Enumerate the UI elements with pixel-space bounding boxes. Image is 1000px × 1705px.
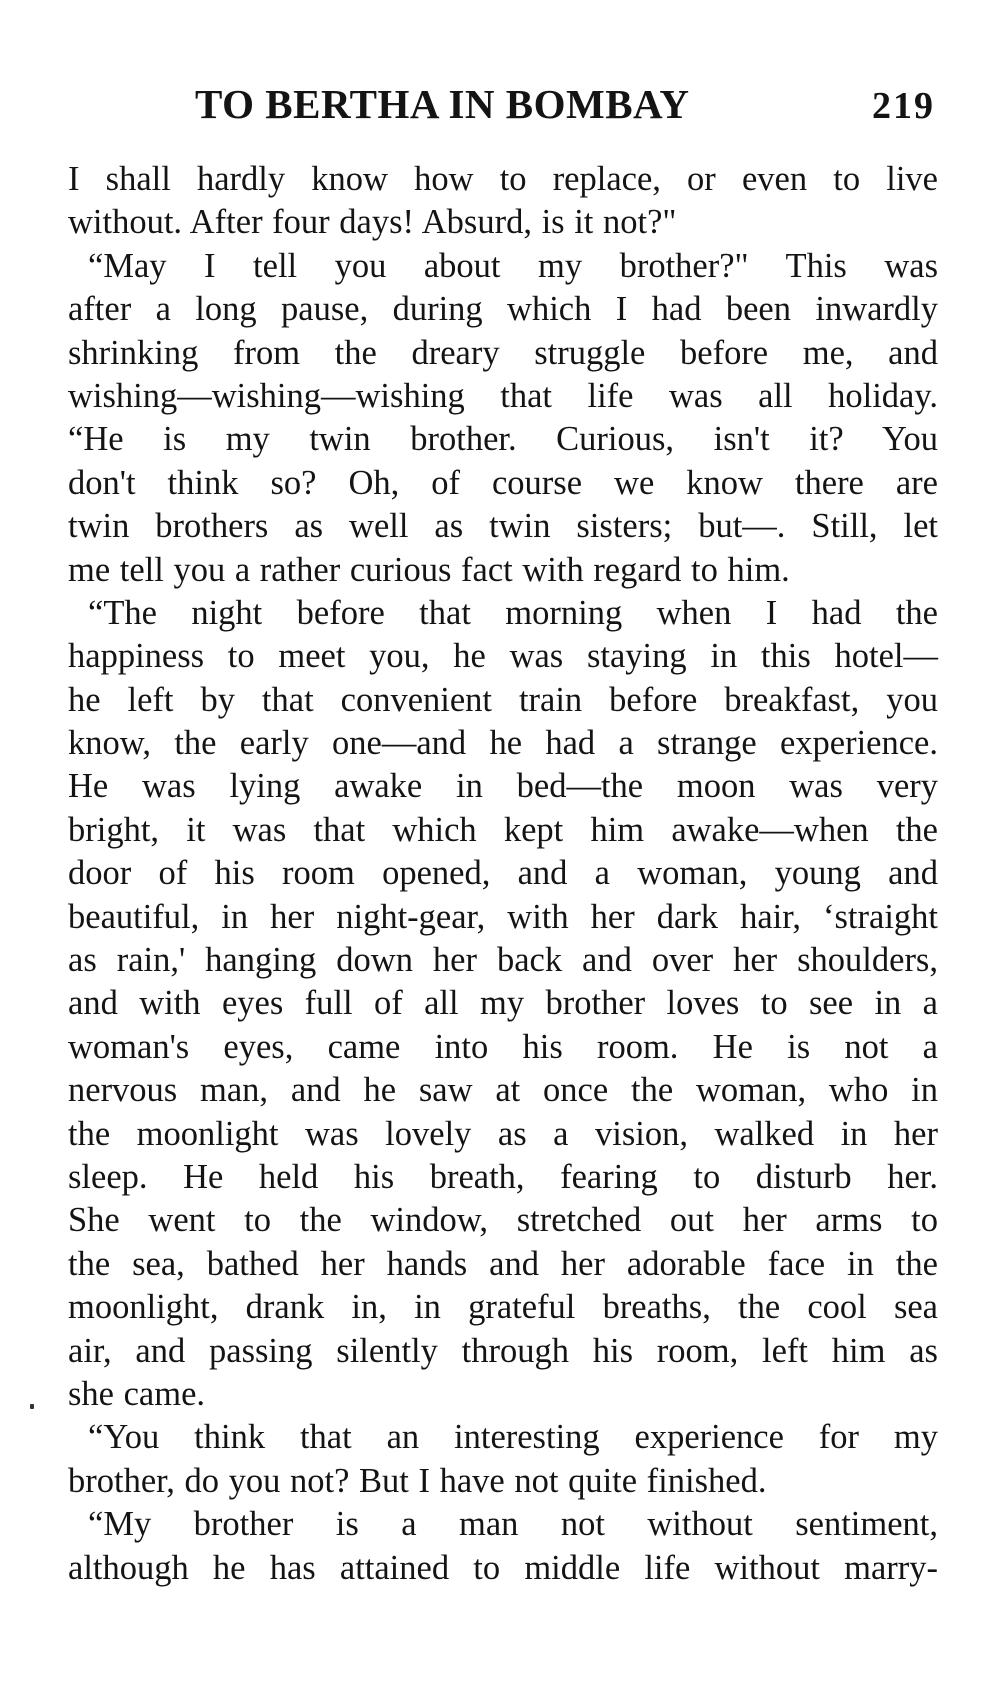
text-line: and with eyes full of all my brother loves to see in a — [68, 984, 938, 1023]
text-line: don't think so? Oh, of course we know there are — [68, 463, 938, 502]
text-line: door of his room opened, and a woman, young and — [68, 854, 938, 893]
text-line: I shall hardly know how to replace, or even to live — [68, 160, 938, 198]
body-text — [68, 158, 938, 1590]
text-line: nervous man, and he saw at once the woman, who in — [68, 1071, 938, 1110]
text-line: he left by that convenient train before breakfast, you — [68, 680, 938, 719]
text-line: wishing—wishing—wishing that life was all holiday. — [68, 376, 938, 415]
text-line: bright, it was that which kept him awake—when the — [68, 810, 938, 849]
text-line: “He is my twin brother. Curious, isn't it? You — [68, 420, 938, 459]
text-line: “My brother is a man not without sentiment, — [88, 1505, 938, 1544]
text-line: me tell you a rather curious fact with regard to him. — [68, 550, 790, 589]
text-line: shrinking from the dreary struggle before me, and — [68, 333, 938, 372]
text-line: “The night before that morning when I had the — [88, 593, 938, 632]
text-line: as rain,' hanging down her back and over her shoulders, — [68, 941, 938, 980]
ink-speck — [30, 1404, 34, 1409]
text-line: “May I tell you about my brother?" This was — [88, 246, 938, 285]
text-line: although he has attained to middle life without marry- — [68, 1548, 938, 1587]
text-line: happiness to meet you, he was staying in this hotel— — [68, 637, 938, 676]
text-line: the sea, bathed her hands and her adorable face in the — [68, 1244, 938, 1283]
page-number: 219 — [872, 85, 935, 127]
text-line: sleep. He held his breath, fearing to disturb her. — [68, 1157, 938, 1196]
text-line: without. After four days! Absurd, is it not?" — [68, 203, 677, 242]
text-line: twin brothers as well as twin sisters; but—. Still, let — [68, 507, 938, 546]
text-line: woman's eyes, came into his room. He is not a — [68, 1027, 938, 1066]
text-line: He was lying awake in bed—the moon was very — [68, 767, 938, 806]
text-line: after a long pause, during which I had been inwardly — [68, 290, 938, 329]
text-line: know, the early one—and he had a strange experience. — [68, 724, 938, 763]
text-line: brother, do you not? But I have not quite finished. — [68, 1461, 767, 1500]
text-line: air, and passing silently through his room, left him as — [68, 1331, 938, 1370]
text-line: moonlight, drank in, in grateful breaths, the cool sea — [68, 1288, 938, 1327]
text-line: beautiful, in her night-gear, with her dark hair, ‘straight — [68, 897, 938, 936]
text-line: the moonlight was lovely as a vision, walked in her — [68, 1114, 938, 1153]
text-line: she came. — [68, 1374, 206, 1413]
text-line: “You think that an interesting experience for my — [88, 1418, 938, 1457]
page-header — [195, 80, 935, 140]
text-line: She went to the window, stretched out her arms to — [68, 1201, 938, 1240]
running-title: TO BERTHA IN BOMBAY — [195, 81, 690, 127]
